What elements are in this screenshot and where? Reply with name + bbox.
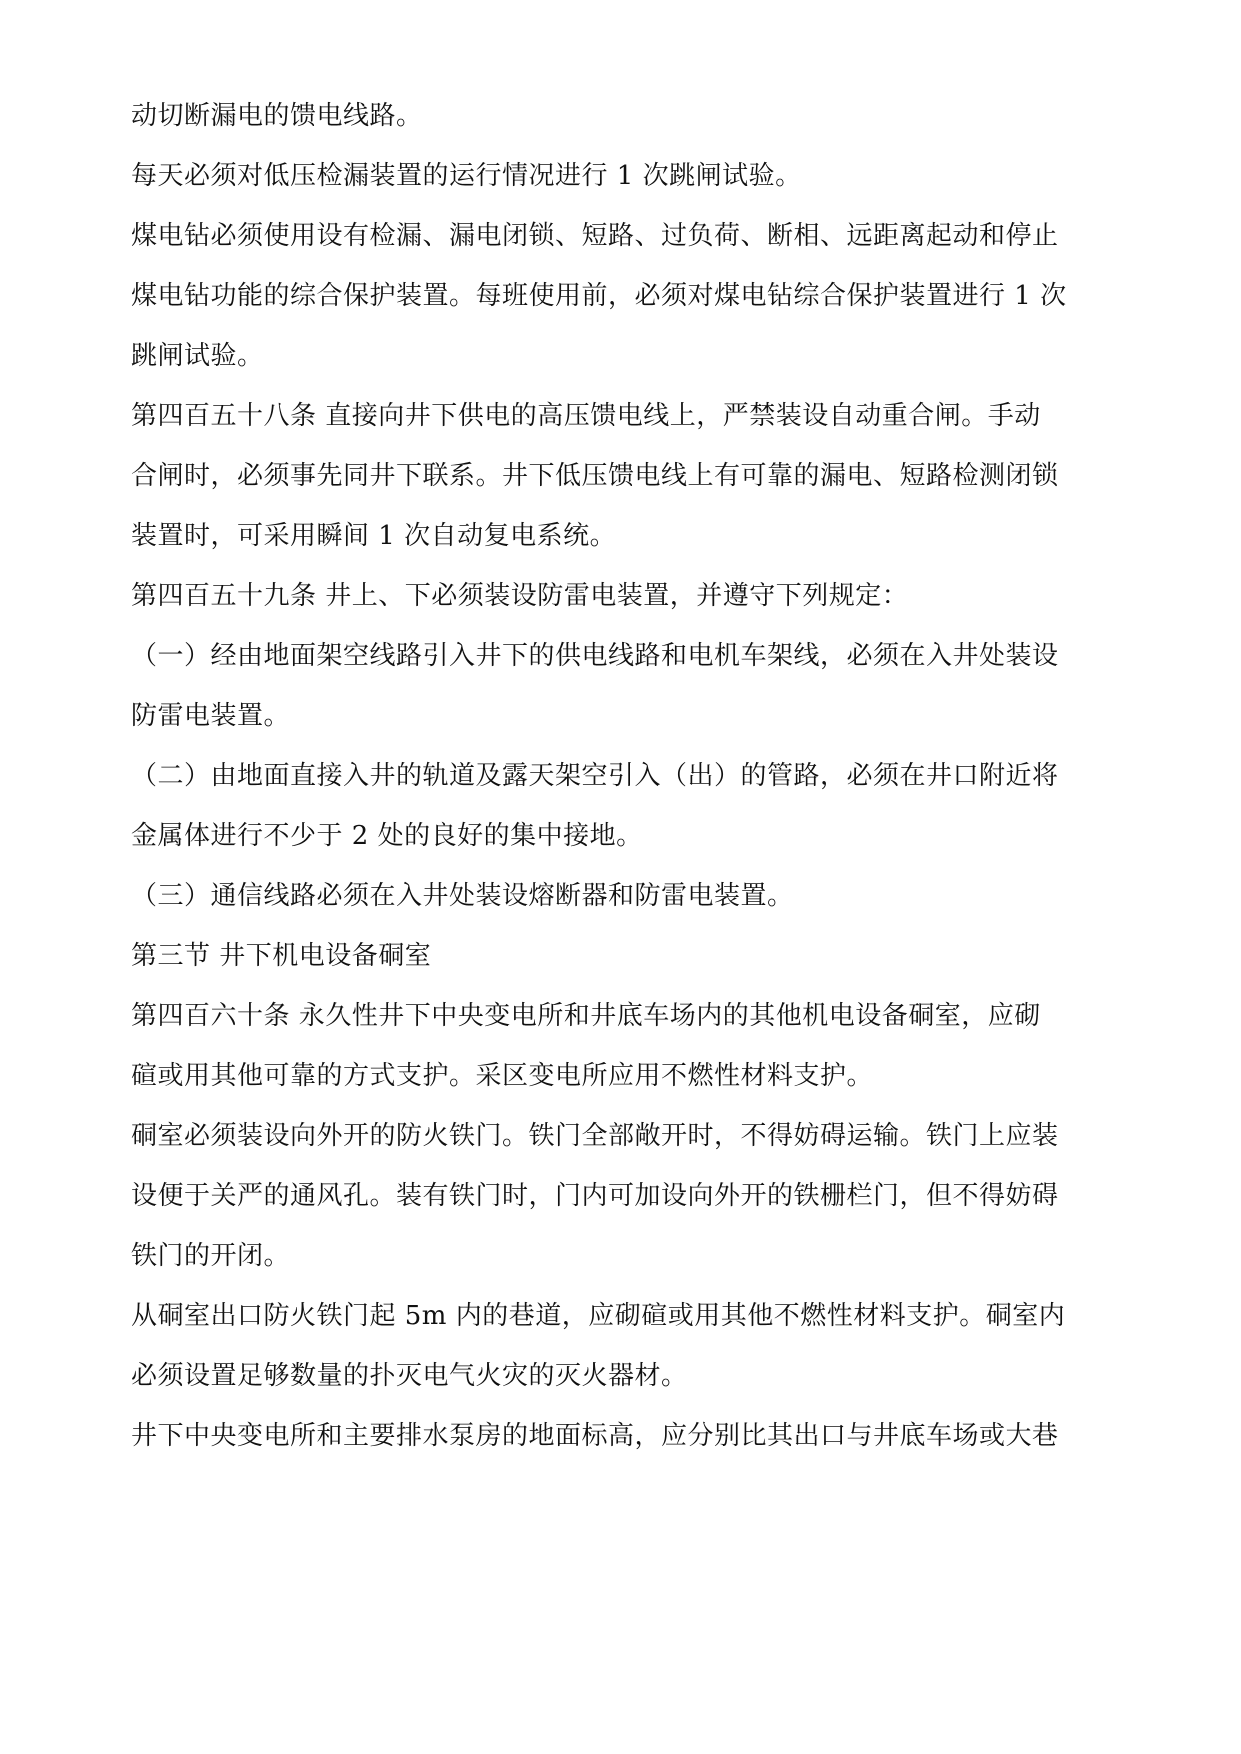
text-line: 铁门的开闭。: [131, 1241, 291, 1271]
text-line: 防雷电装置。: [131, 701, 291, 731]
clause-1-line: （一）经由地面架空线路引入井下的供电线路和电机车架线，必须在入井处装设: [131, 641, 1059, 671]
text-line: 金属体进行不少于 2 处的良好的集中接地。: [131, 821, 643, 851]
article-458-heading-line: 第四百五十八条 直接向井下供电的高压馈电线上，严禁装设自动重合闸。手动: [131, 401, 1041, 431]
text-line: 合闸时，必须事先同井下联系。井下低压馈电线上有可靠的漏电、短路检测闭锁: [131, 461, 1059, 491]
text-line: 井下中央变电所和主要排水泵房的地面标高，应分别比其出口与井底车场或大巷: [131, 1421, 1059, 1451]
article-460-heading-line: 第四百六十条 永久性井下中央变电所和井底车场内的其他机电设备硐室，应砌: [131, 1001, 1041, 1031]
text-line: 从硐室出口防火铁门起 5m 内的巷道，应砌碹或用其他不燃性材料支护。硐室内: [131, 1301, 1066, 1331]
text-line: 煤电钻功能的综合保护装置。每班使用前，必须对煤电钻综合保护装置进行 1 次: [131, 281, 1067, 311]
text-line: 跳闸试验。: [131, 341, 264, 371]
document-body: [131, 86, 1141, 1466]
text-line: 硐室必须装设向外开的防火铁门。铁门全部敞开时，不得妨碍运输。铁门上应装: [131, 1121, 1059, 1151]
text-line: 煤电钻必须使用设有检漏、漏电闭锁、短路、过负荷、断相、远距离起动和停止: [131, 221, 1059, 251]
article-459-heading-line: 第四百五十九条 井上、下必须装设防雷电装置，并遵守下列规定：: [131, 581, 909, 611]
section-3-heading: 第三节 井下机电设备硐室: [131, 941, 432, 971]
text-line: 动切断漏电的馈电线路。: [131, 101, 423, 131]
text-line: 碹或用其他可靠的方式支护。采区变电所应用不燃性材料支护。: [131, 1061, 874, 1091]
clause-3-line: （三）通信线路必须在入井处装设熔断器和防雷电装置。: [131, 881, 794, 911]
text-line: 设便于关严的通风孔。装有铁门时，门内可加设向外开的铁栅栏门，但不得妨碍: [131, 1181, 1059, 1211]
text-line: 必须设置足够数量的扑灭电气火灾的灭火器材。: [131, 1361, 688, 1391]
text-line: 每天必须对低压检漏装置的运行情况进行 1 次跳闸试验。: [131, 161, 802, 191]
clause-2-line: （二）由地面直接入井的轨道及露天架空引入（出）的管路，必须在井口附近将: [131, 761, 1059, 791]
text-line: 装置时，可采用瞬间 1 次自动复电系统。: [131, 521, 617, 551]
